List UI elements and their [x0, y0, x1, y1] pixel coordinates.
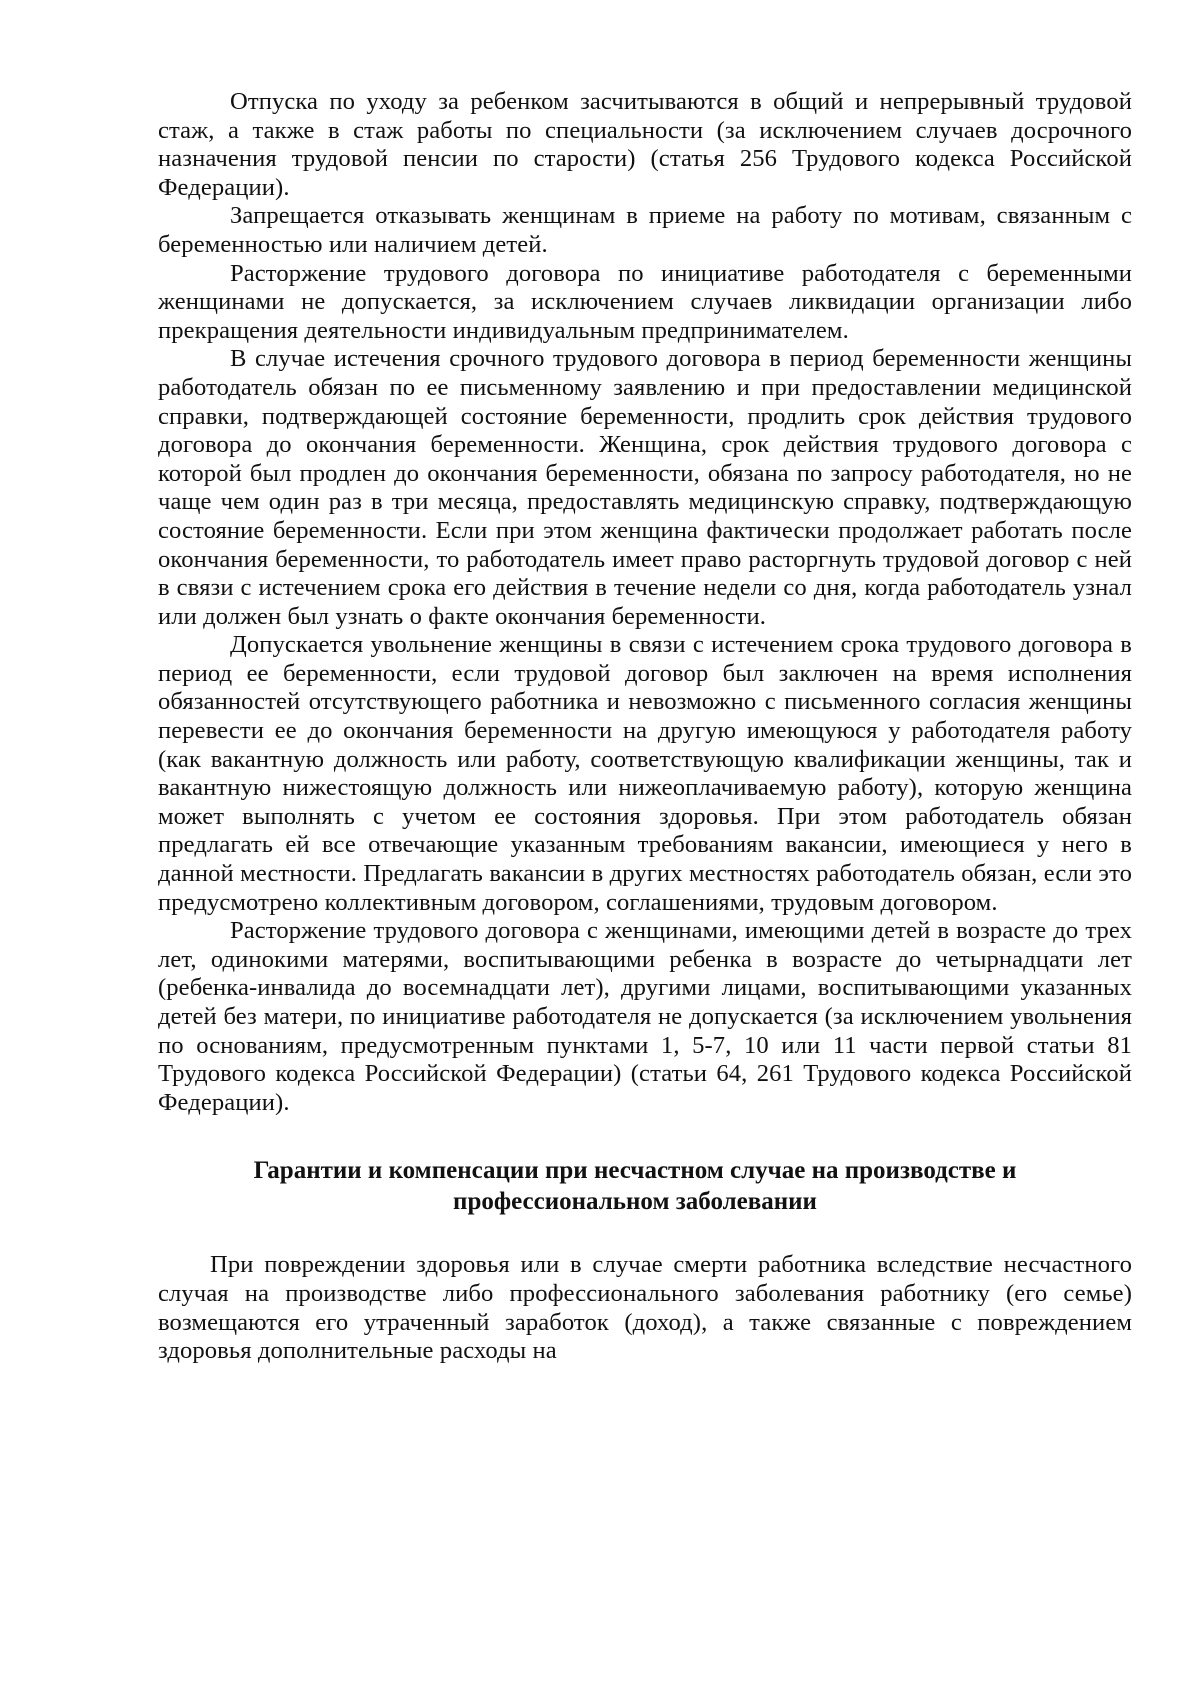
paragraph-childcare-leave: Отпуска по уходу за ребенком засчитываются в общий и непрерывный трудовой стаж, а также в стаж работы по специальности (за исключением случаев досрочного назначения трудовой пенсии по старости) (статья 256 Трудового кодекса Российской Федерации). [158, 88, 1132, 201]
section-heading: Гарантии и компенсации при несчастном случае на производстве и профессиональном заболевании [253, 1157, 1017, 1216]
paragraph-injury-compensation: При повреждении здоровья или в случае смерти работника вследствие несчастного случая на производстве либо профессионального заболевания работнику (его семье) возмещаются его утраченный заработок (доход), а также связанные с повреждением здоровья дополнительные расходы на [158, 1251, 1132, 1365]
paragraph-dismissal-allowed: Допускается увольнение женщины в связи с истечением срока трудового договора в период ее беременности, если трудовой договор был заключен на время исполнения обязанностей отсутствующего работника и невозможно с письменного согласия женщины перевести ее до окончания беременности на другую имеющуюся у работодателя работу (как вакантную должность или работу, соответствующую квалификации женщины, так и вакантную нижестоящую должность или нижеоплачиваемую работу), которую женщина может выполнять с учетом ее состояния здоровья. При этом работодатель обязан предлагать ей все отвечающие указанным требованиям вакансии, имеющиеся у него в данной местности. Предлагать вакансии в других местностях работодатель обязан, если это предусмотрено коллективным договором, соглашениями, трудовым договором. [158, 631, 1132, 916]
paragraph-hiring-prohibition: Запрещается отказывать женщинам в приеме на работу по мотивам, связанным с беременностью или наличием детей. [158, 202, 1132, 258]
paragraph-fixed-term-extension: В случае истечения срочного трудового договора в период беременности женщины работодатель обязан по ее письменному заявлению и при предоставлении медицинской справки, подтверждающей состояние беременности, продлить срок действия трудового договора до окончания беременности. Женщина, срок действия трудового договора с которой был продлен до окончания беременности, обязана по запросу работодателя, но не чаще чем один раз в три месяца, предоставлять медицинскую справку, подтверждающую состояние беременности. Если при этом женщина фактически продолжает работать после окончания беременности, то работодатель имеет право расторгнуть трудовой договор с ней в связи с истечением срока его действия в течение недели со дня, когда работодатель узнал или должен был узнать о факте окончания беременности. [158, 345, 1132, 630]
paragraph-termination-pregnant: Расторжение трудового договора по инициативе работодателя с беременными женщинами не допускается, за исключением случаев ликвидации организации либо прекращения деятельности индивидуальным предпринимателем. [158, 259, 1132, 344]
document-body [158, 88, 1132, 1366]
paragraph-termination-mothers: Расторжение трудового договора с женщинами, имеющими детей в возрасте до трех лет, одинокими матерями, воспитывающими ребенка в возрасте до четырнадцати лет (ребенка-инвалида до восемнадцати лет), другими лицами, воспитывающими указанных детей без матери, по инициативе работодателя не допускается (за исключением увольнения по основаниям, предусмотренным пунктами 1, 5-7, 10 или 11 части первой статьи 81 Трудового кодекса Российской Федерации) (статьи 64, 261 Трудового кодекса Российской Федерации). [158, 917, 1132, 1116]
